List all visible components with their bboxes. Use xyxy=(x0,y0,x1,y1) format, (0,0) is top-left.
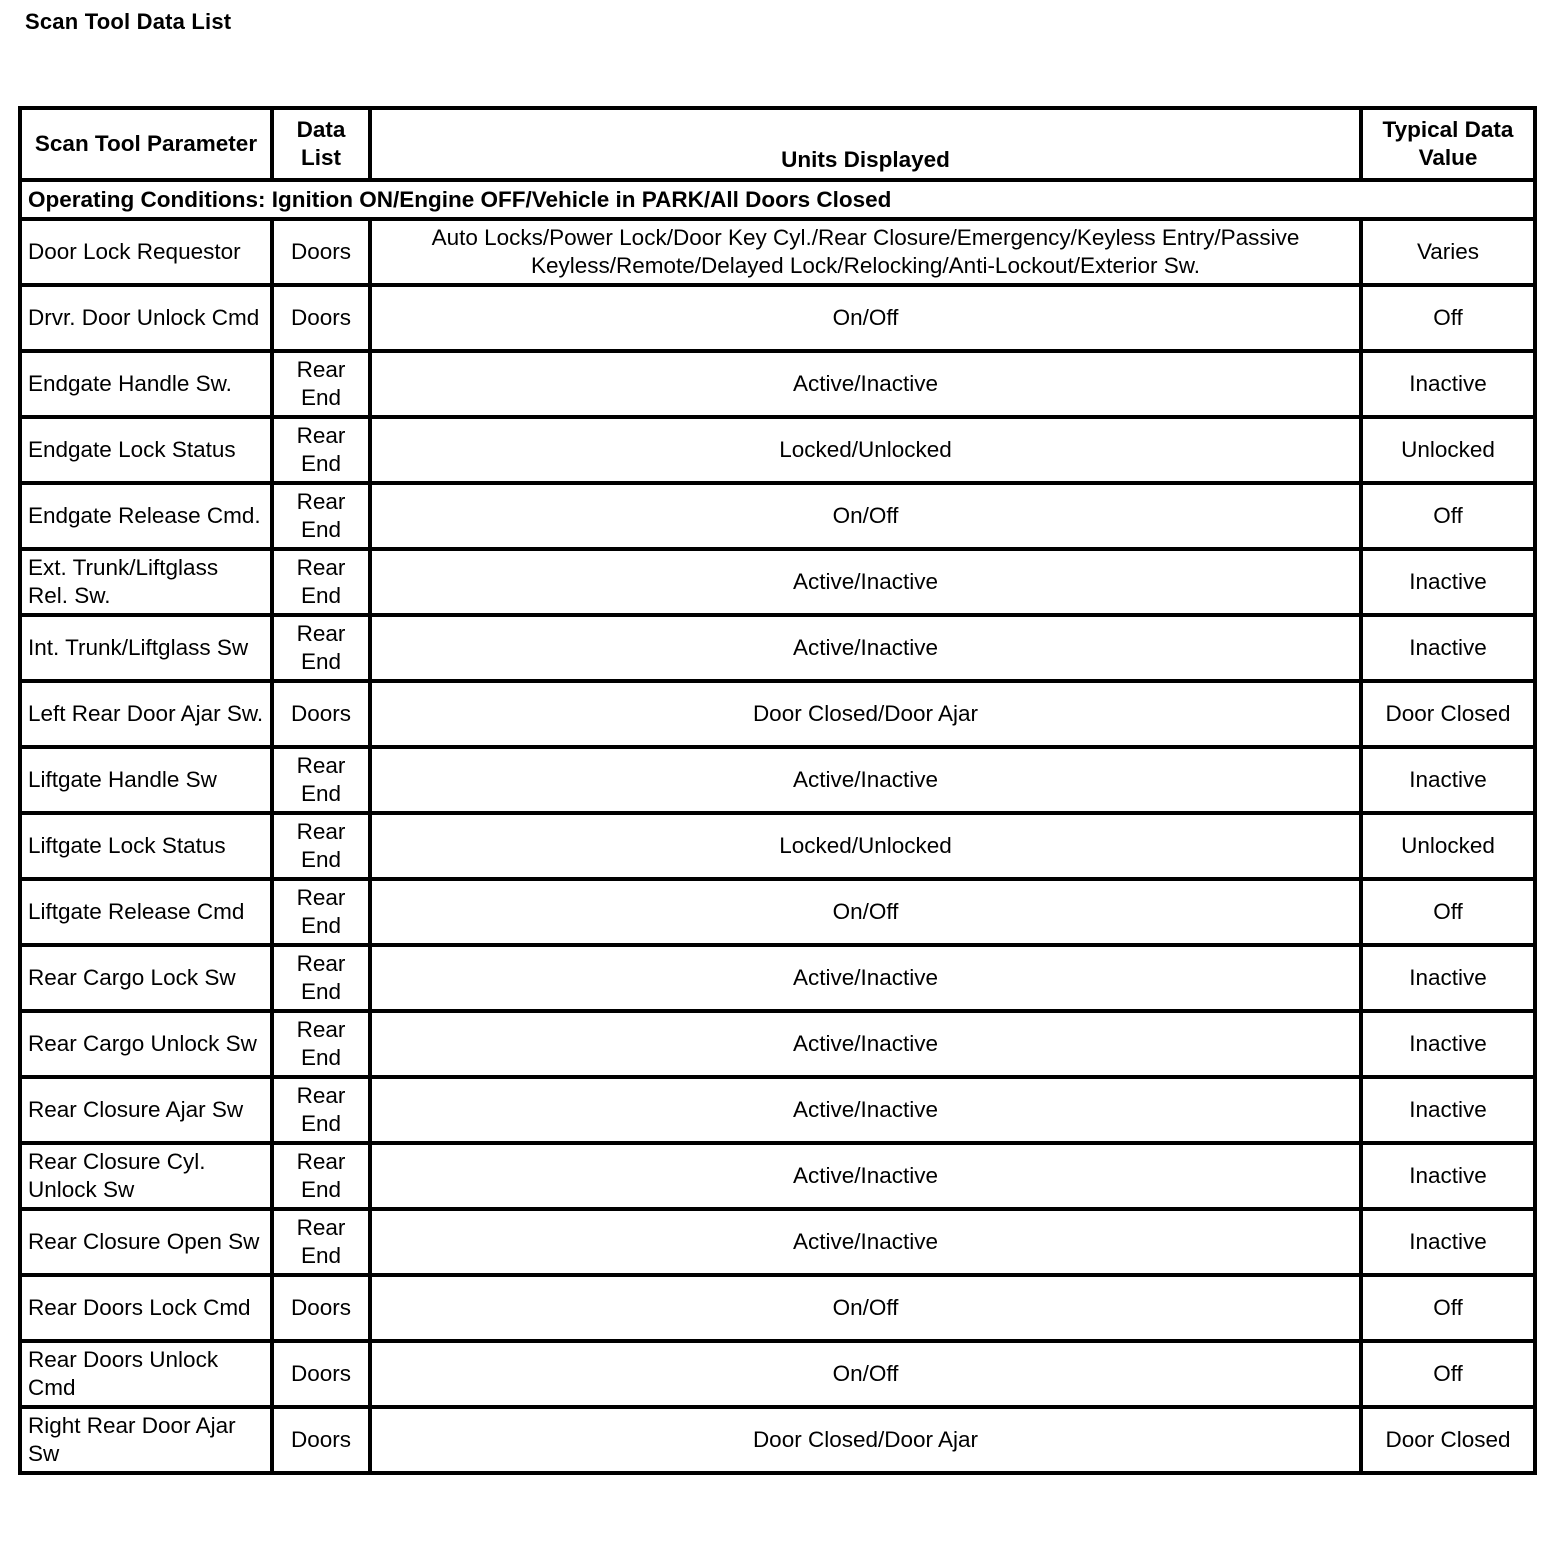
typical-value-cell: Inactive xyxy=(1361,1011,1535,1077)
typical-value-cell: Inactive xyxy=(1361,1143,1535,1209)
parameter-cell: Liftgate Lock Status xyxy=(20,813,272,879)
parameter-cell: Rear Closure Cyl. Unlock Sw xyxy=(20,1143,272,1209)
typical-value-cell: Off xyxy=(1361,1341,1535,1407)
units-cell: Active/Inactive xyxy=(370,1143,1361,1209)
parameter-cell: Endgate Lock Status xyxy=(20,417,272,483)
typical-value-cell: Inactive xyxy=(1361,1209,1535,1275)
header-data-list: Data List xyxy=(272,108,370,180)
data-list-cell: Rear End xyxy=(272,1143,370,1209)
typical-value-cell: Inactive xyxy=(1361,351,1535,417)
parameter-cell: Rear Cargo Unlock Sw xyxy=(20,1011,272,1077)
table-row xyxy=(20,351,1535,417)
typical-value-cell: Door Closed xyxy=(1361,1407,1535,1473)
parameter-cell: Left Rear Door Ajar Sw. xyxy=(20,681,272,747)
parameter-cell: Drvr. Door Unlock Cmd xyxy=(20,285,272,351)
table-row xyxy=(20,1407,1535,1473)
data-list-cell: Doors xyxy=(272,681,370,747)
typical-value-cell: Inactive xyxy=(1361,549,1535,615)
table-row xyxy=(20,219,1535,285)
data-list-cell: Rear End xyxy=(272,351,370,417)
table-row xyxy=(20,549,1535,615)
table-row xyxy=(20,1143,1535,1209)
typical-value-cell: Off xyxy=(1361,879,1535,945)
typical-value-cell: Off xyxy=(1361,1275,1535,1341)
table-row xyxy=(20,945,1535,1011)
units-cell: Active/Inactive xyxy=(370,747,1361,813)
typical-value-cell: Inactive xyxy=(1361,615,1535,681)
typical-value-cell: Varies xyxy=(1361,219,1535,285)
data-list-cell: Rear End xyxy=(272,483,370,549)
table-row xyxy=(20,1077,1535,1143)
table-row xyxy=(20,615,1535,681)
units-cell: On/Off xyxy=(370,483,1361,549)
units-cell: Active/Inactive xyxy=(370,1209,1361,1275)
units-cell: Locked/Unlocked xyxy=(370,813,1361,879)
typical-value-cell: Inactive xyxy=(1361,747,1535,813)
typical-value-cell: Unlocked xyxy=(1361,417,1535,483)
units-cell: Active/Inactive xyxy=(370,549,1361,615)
table-row xyxy=(20,681,1535,747)
header-units-displayed: Units Displayed xyxy=(370,108,1361,180)
units-cell: On/Off xyxy=(370,1341,1361,1407)
units-cell: Door Closed/Door Ajar xyxy=(370,1407,1361,1473)
units-cell: Locked/Unlocked xyxy=(370,417,1361,483)
units-cell: Active/Inactive xyxy=(370,1011,1361,1077)
units-cell: Active/Inactive xyxy=(370,615,1361,681)
scan-tool-data-table xyxy=(18,106,1537,1475)
table-header-row xyxy=(20,108,1535,180)
table-row xyxy=(20,747,1535,813)
table-row xyxy=(20,483,1535,549)
table-row xyxy=(20,879,1535,945)
parameter-cell: Rear Doors Unlock Cmd xyxy=(20,1341,272,1407)
data-list-cell: Rear End xyxy=(272,879,370,945)
units-cell: Door Closed/Door Ajar xyxy=(370,681,1361,747)
data-list-cell: Rear End xyxy=(272,549,370,615)
parameter-cell: Ext. Trunk/Liftglass Rel. Sw. xyxy=(20,549,272,615)
data-list-cell: Rear End xyxy=(272,747,370,813)
data-list-cell: Rear End xyxy=(272,615,370,681)
parameter-cell: Liftgate Release Cmd xyxy=(20,879,272,945)
header-parameter: Scan Tool Parameter xyxy=(20,108,272,180)
parameter-cell: Rear Closure Ajar Sw xyxy=(20,1077,272,1143)
data-list-cell: Doors xyxy=(272,285,370,351)
table-row xyxy=(20,1011,1535,1077)
units-cell: Active/Inactive xyxy=(370,945,1361,1011)
operating-conditions: Operating Conditions: Ignition ON/Engine OFF/Vehicle in PARK/All Doors Closed xyxy=(20,180,1535,219)
data-list-cell: Rear End xyxy=(272,1011,370,1077)
units-cell: On/Off xyxy=(370,285,1361,351)
parameter-cell: Rear Doors Lock Cmd xyxy=(20,1275,272,1341)
typical-value-cell: Inactive xyxy=(1361,1077,1535,1143)
table-row xyxy=(20,813,1535,879)
typical-value-cell: Inactive xyxy=(1361,945,1535,1011)
typical-value-cell: Off xyxy=(1361,483,1535,549)
parameter-cell: Right Rear Door Ajar Sw xyxy=(20,1407,272,1473)
units-cell: On/Off xyxy=(370,1275,1361,1341)
table-row xyxy=(20,1275,1535,1341)
typical-value-cell: Off xyxy=(1361,285,1535,351)
table-row xyxy=(20,1341,1535,1407)
data-list-cell: Rear End xyxy=(272,813,370,879)
data-list-cell: Rear End xyxy=(272,1209,370,1275)
parameter-cell: Endgate Handle Sw. xyxy=(20,351,272,417)
data-list-cell: Doors xyxy=(272,219,370,285)
units-cell: Active/Inactive xyxy=(370,1077,1361,1143)
typical-value-cell: Door Closed xyxy=(1361,681,1535,747)
operating-conditions-row xyxy=(20,180,1535,219)
parameter-cell: Int. Trunk/Liftglass Sw xyxy=(20,615,272,681)
table-row xyxy=(20,285,1535,351)
data-list-cell: Rear End xyxy=(272,1077,370,1143)
parameter-cell: Endgate Release Cmd. xyxy=(20,483,272,549)
parameter-cell: Rear Closure Open Sw xyxy=(20,1209,272,1275)
data-list-cell: Doors xyxy=(272,1407,370,1473)
typical-value-cell: Unlocked xyxy=(1361,813,1535,879)
header-typical-data-value: Typical Data Value xyxy=(1361,108,1535,180)
document-title: Scan Tool Data List xyxy=(25,9,232,34)
data-list-cell: Doors xyxy=(272,1275,370,1341)
data-list-cell: Rear End xyxy=(272,417,370,483)
parameter-cell: Door Lock Requestor xyxy=(20,219,272,285)
table-row xyxy=(20,1209,1535,1275)
data-list-cell: Doors xyxy=(272,1341,370,1407)
units-cell: Active/Inactive xyxy=(370,351,1361,417)
parameter-cell: Rear Cargo Lock Sw xyxy=(20,945,272,1011)
data-list-cell: Rear End xyxy=(272,945,370,1011)
units-cell: Auto Locks/Power Lock/Door Key Cyl./Rear Closure/Emergency/Keyless Entry/Passive Keyless/Remote/Delayed Lock/Relocking/Anti-Lockout/Exterior Sw. xyxy=(370,219,1361,285)
parameter-cell: Liftgate Handle Sw xyxy=(20,747,272,813)
units-cell: On/Off xyxy=(370,879,1361,945)
table-row xyxy=(20,417,1535,483)
